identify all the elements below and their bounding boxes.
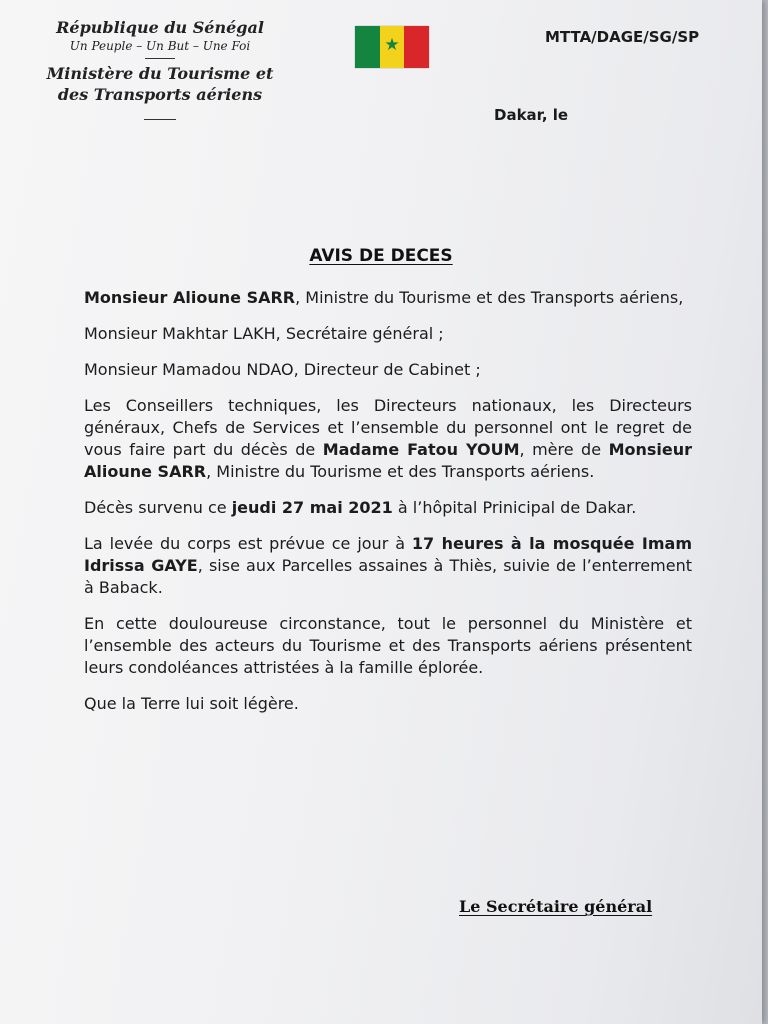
death-text: à l’hôpital Prinicipal de Dakar. (392, 498, 637, 517)
notice-body (84, 287, 692, 729)
minister-title: , Ministre du Tourisme et des Transports aériens, (295, 288, 684, 307)
letterhead (40, 18, 280, 120)
paragraph-minister (84, 287, 692, 309)
funeral-time-place: 17 heures à la mosquée Imam Idrissa GAYE (84, 534, 693, 575)
paragraph-announcement (84, 395, 692, 483)
minister-name: Monsieur Alioune SARR (84, 440, 693, 481)
flag-green-band (355, 26, 380, 68)
reference-number: MTTA/DAGE/SG/SP (545, 28, 700, 46)
republic-name: République du Sénégal (56, 18, 264, 37)
flag-red-band (404, 26, 429, 68)
signature-title: Le Secrétaire général (459, 897, 653, 916)
paragraph-cabinet-director: Monsieur Mamadou NDAO, Directeur de Cabinet ; (84, 360, 481, 379)
death-date: jeudi 27 mai 2021 (231, 498, 393, 517)
paragraph-condolences: En cette douloureuse circonstance, tout le personnel du Ministère et l’ensemble des acteurs du Tourisme et des Transports aériens présentent leurs condoléances attristées à la famille éplorée. (84, 614, 692, 677)
flag-yellow-band (380, 26, 405, 68)
announcement-text: Les Conseillers techniques, les Directeurs nationaux, les Directeurs généraux, Chefs de Services et l’ensemble du personnel ont le regret de vous faire part du décès de (84, 396, 692, 459)
death-text: Décès survenu ce (84, 498, 232, 517)
paragraph-funeral (84, 533, 692, 599)
ministry-name (40, 63, 280, 105)
ministry-line-1: Ministère du Tourisme et (46, 64, 274, 83)
national-motto: Un Peuple – Un But – Une Foi (69, 39, 251, 53)
star-icon: ★ (384, 35, 400, 55)
divider (144, 119, 176, 120)
announcement-text: , mère de (519, 440, 609, 459)
place-date: Dakar, le (494, 106, 569, 124)
deceased-name: Madame Fatou YOUM (322, 440, 520, 459)
paragraph-closing: Que la Terre lui soit légère. (84, 694, 299, 713)
ministry-line-2: des Transports aériens (57, 85, 263, 104)
funeral-text: , sise aux Parcelles assaines à Thiès, suivie de l’enterrement à Baback. (84, 556, 692, 597)
divider (145, 58, 175, 59)
senegal-flag-icon (355, 26, 429, 68)
paragraph-death-date (84, 497, 692, 519)
minister-name: Monsieur Alioune SARR (84, 288, 296, 307)
funeral-text: La levée du corps est prévue ce jour à (84, 534, 412, 553)
document-title: AVIS DE DECES (309, 246, 453, 266)
announcement-text: , Ministre du Tourisme et des Transports aériens. (206, 462, 595, 481)
paragraph-secretary: Monsieur Makhtar LAKH, Secrétaire général ; (84, 324, 444, 343)
